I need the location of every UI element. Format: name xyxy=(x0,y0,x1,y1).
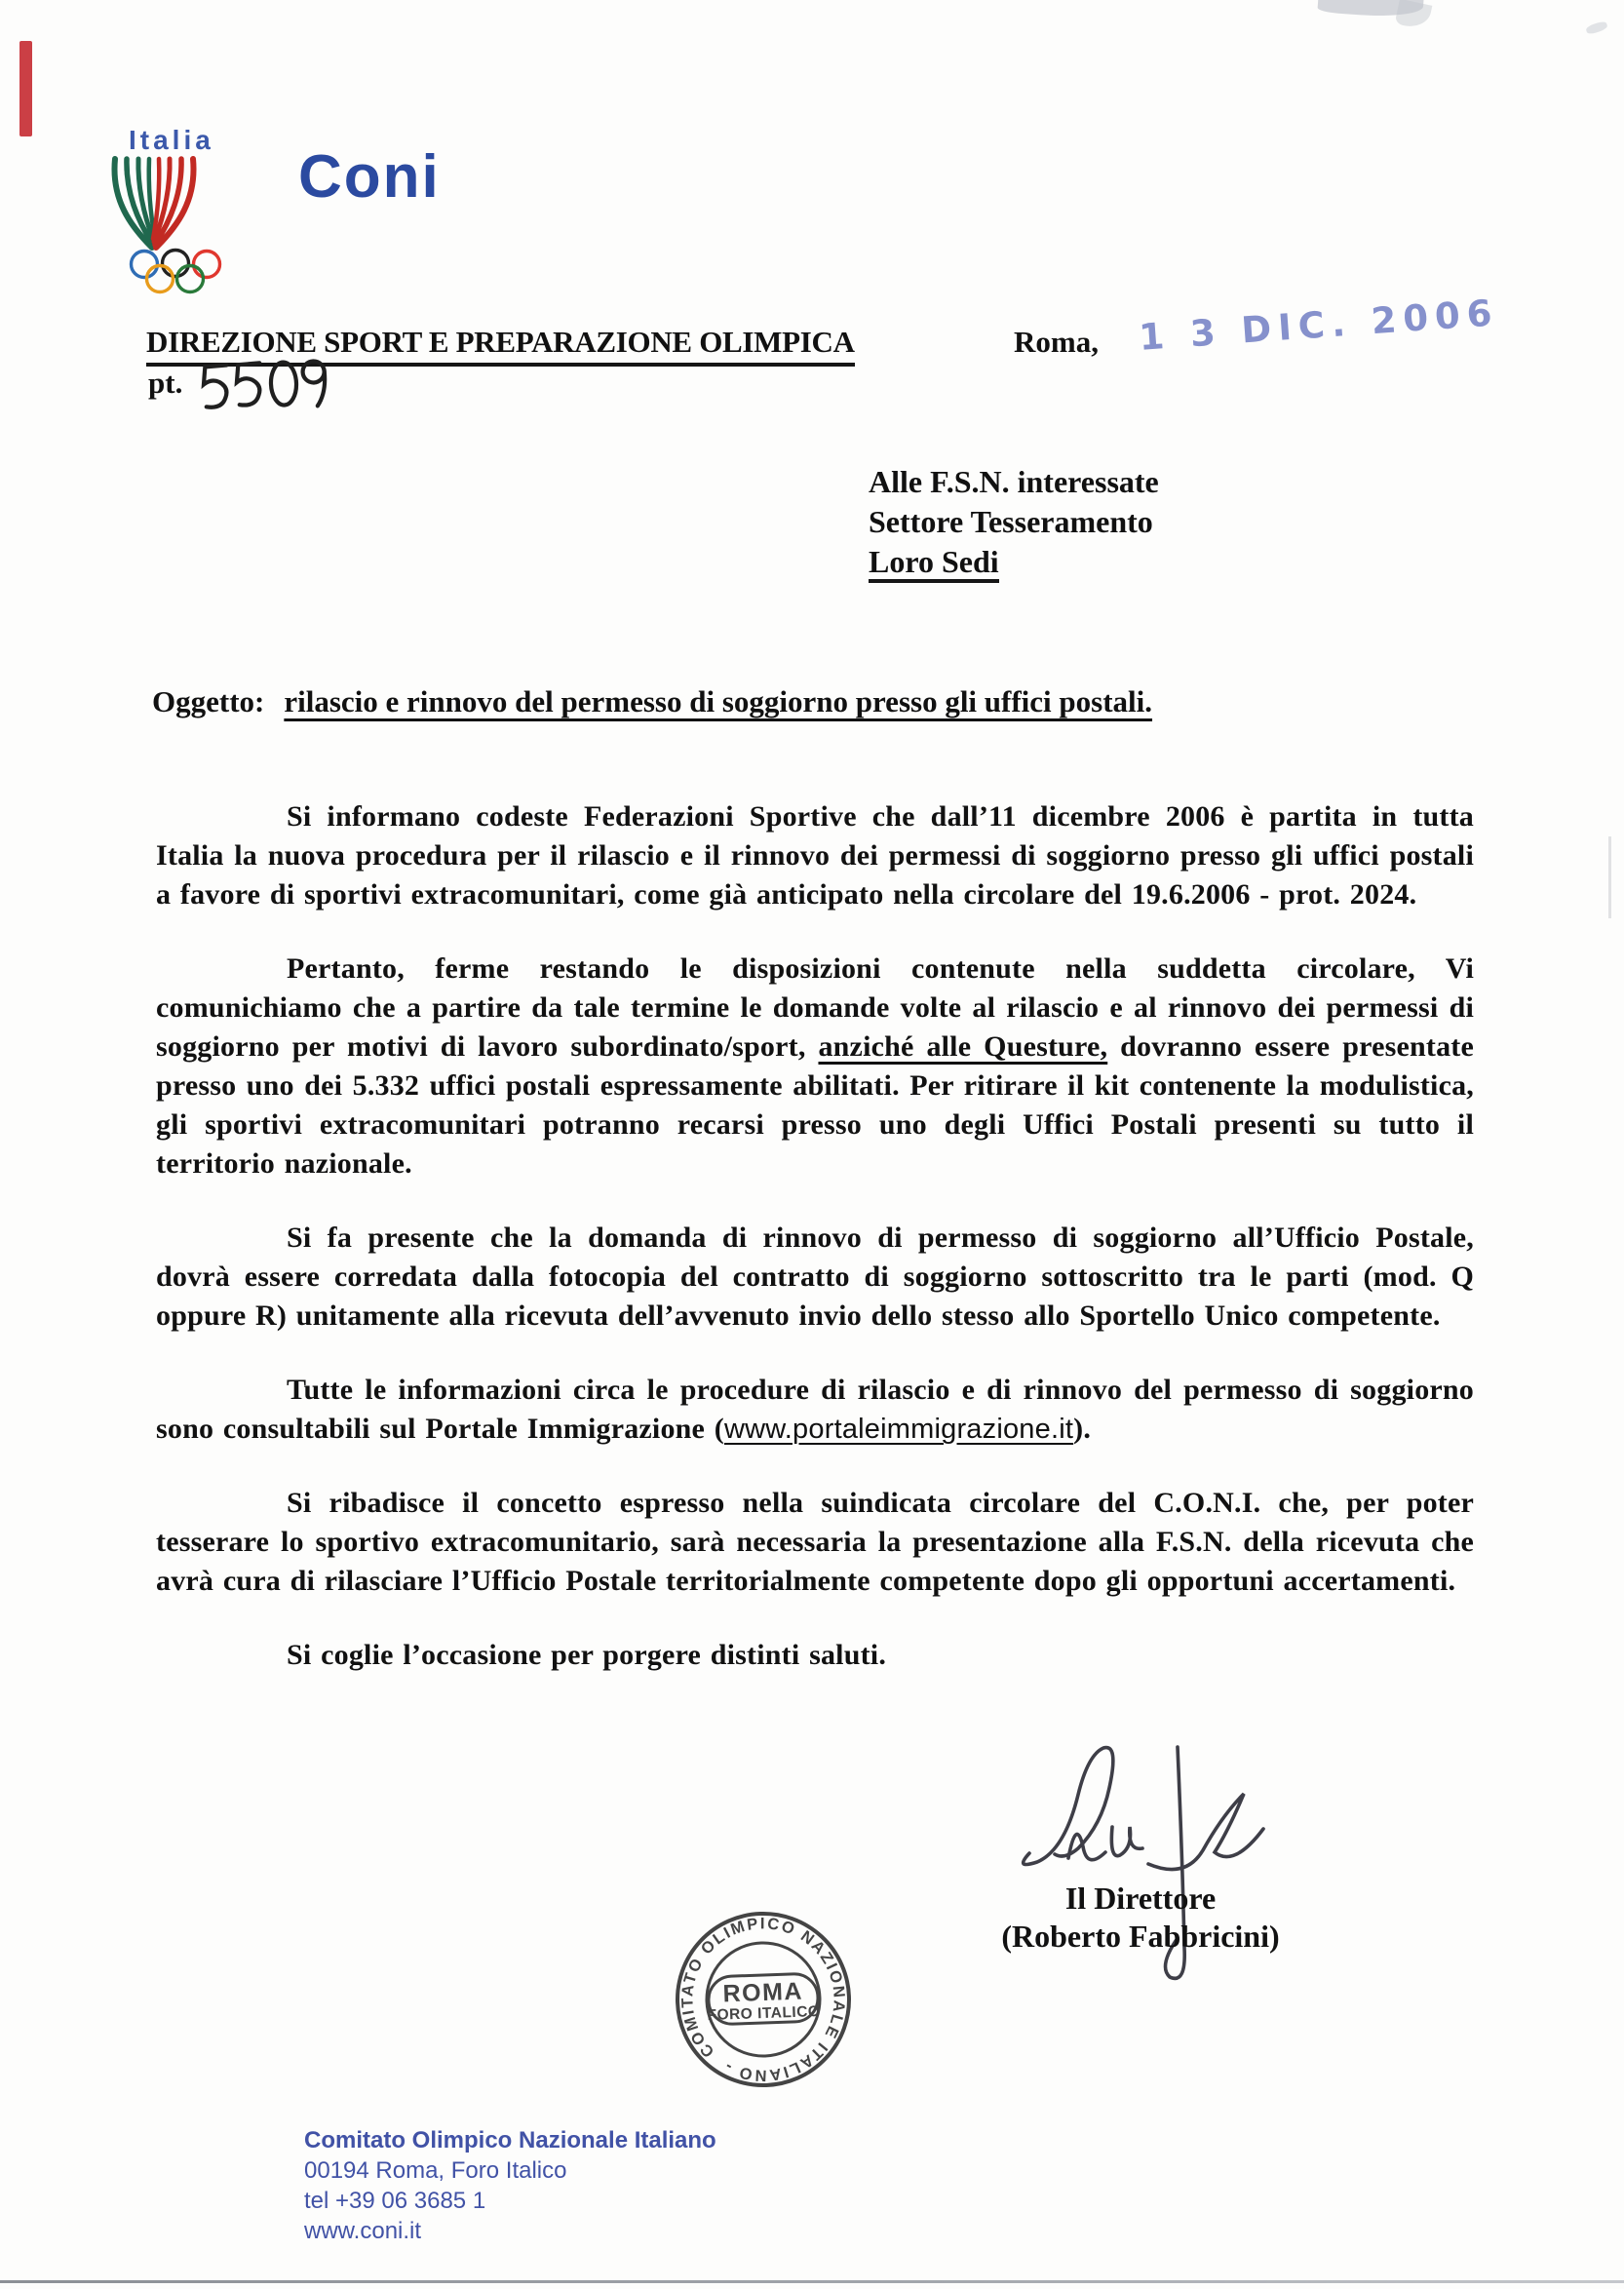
paragraph-3: Si fa presente che la domanda di rinnovo di permesso di soggiorno all’Ufficio Postale, dovrà essere corredata dalla fotocopia del contratto di soggiorno sottoscritto tra le parti (mod. Q oppure R) unitamente alla ricevuta dell’avvenuto invio dello stesso allo Sportello Unico competente. xyxy=(156,1222,1474,1332)
recipient-loro-sedi: Loro Sedi xyxy=(869,544,999,583)
signature-block xyxy=(980,1880,1301,1956)
letterhead-footer xyxy=(304,2125,716,2246)
scan-artifact-gray-mark xyxy=(1585,20,1608,35)
footer-address: 00194 Roma, Foro Italico xyxy=(304,2157,567,2184)
footer-website: www.coni.it xyxy=(304,2218,422,2244)
paragraph-2: Pertanto, ferme restando le disposizioni contenute nella suddetta circolare, Vi comunichiamo che a partire da tale termine le domande volte al rilascio e al rinnovo dei permessi di soggiorno per motivi di lavoro subordinato/sport, anziché alle Questure, dovranno essere presentate presso uno dei 5.332 uffici postali espressamente abilitati. Per ritirare il kit contenente la modulistica, gli sportivi extracomunitari potranno recarsi presso uno degli Uffici Postali presenti su tutto il territorio nazionale. xyxy=(156,952,1474,1180)
footer-phone: tel +39 06 3685 1 xyxy=(304,2188,486,2214)
logo-italia-label: Italia xyxy=(129,125,214,155)
stamp-center-roma: ROMA xyxy=(722,1977,804,2008)
recipient-line: Settore Tesseramento xyxy=(869,504,1153,539)
paragraph-5: Si ribadisce il concetto espresso nella suindicata circolare del C.O.N.I. che, per poter tesserare lo sportivo extracomunitario, sarà necessaria la presentazione alla F.S.N. della ricevuta che avrà cura di rilasciare l’Ufficio Postale territorialmente competente dopo gli opportuni accertamenti. xyxy=(156,1487,1474,1597)
division-title: DIREZIONE SPORT E PREPARAZIONE OLIMPICA xyxy=(146,325,855,367)
coni-wordmark: Coni xyxy=(298,143,441,211)
closing-line: Si coglie l’occasione per porgere distinti saluti. xyxy=(287,1639,887,1671)
coni-shield-icon xyxy=(107,156,201,253)
underlined-phrase: anziché alle Questure, xyxy=(818,1030,1108,1063)
stamp-center-foro-italico: FORO ITALICO xyxy=(707,2002,821,2025)
scan-artifact-red-strip xyxy=(19,41,32,136)
protocol-label: pt. xyxy=(148,366,183,400)
footer-org-name: Comitato Olimpico Nazionale Italiano xyxy=(304,2127,716,2153)
place-label: Roma, xyxy=(1014,325,1099,359)
paragraph-1: Si informano codeste Federazioni Sportive che dall’11 dicembre 2006 è partita in tutta Italia la nuova procedura per il rilascio e il rinnovo dei permessi di soggiorno presso gli uffici postali a favore di sportivi extracomunitari, come già anticipato nella circolare del 19.6.2006 - prot. 2024. xyxy=(156,800,1474,911)
stamp-ring-text: COMITATO OLIMPICO NAZIONALE ITALIANO - xyxy=(678,1915,848,2084)
subject-line xyxy=(152,684,1152,719)
coni-round-stamp xyxy=(669,1905,858,2094)
scan-bottom-edge xyxy=(0,2280,1624,2283)
letter-body xyxy=(156,797,1474,1710)
recipient-block xyxy=(869,462,1159,583)
handwritten-protocol-number xyxy=(198,357,344,411)
scan-artifact-edge-line xyxy=(1608,836,1611,918)
paragraph-4: Tutte le informazioni circa le procedure di rilascio e di rinnovo del permesso di soggiorno sono consultabili sul Portale Immigrazione (www.portaleimmigrazione.it). xyxy=(156,1374,1474,1445)
signer-name: (Roberto Fabbricini) xyxy=(1001,1919,1280,1954)
signer-title: Il Direttore xyxy=(1064,1881,1217,1916)
portale-immigrazione-url: www.portaleimmigrazione.it xyxy=(723,1414,1074,1445)
date-ink-stamp: 1 3 DIC. 2006 xyxy=(1137,291,1500,359)
scan-artifact-gray-mark xyxy=(1395,0,1433,30)
recipient-line xyxy=(869,542,1159,583)
subject-label: Oggetto: xyxy=(152,684,265,718)
olympic-rings-icon xyxy=(128,248,225,296)
subject-text: rilascio e rinnovo del permesso di soggiorno presso gli uffici postali. xyxy=(284,684,1153,718)
recipient-line: Alle F.S.N. interessate xyxy=(869,464,1159,499)
